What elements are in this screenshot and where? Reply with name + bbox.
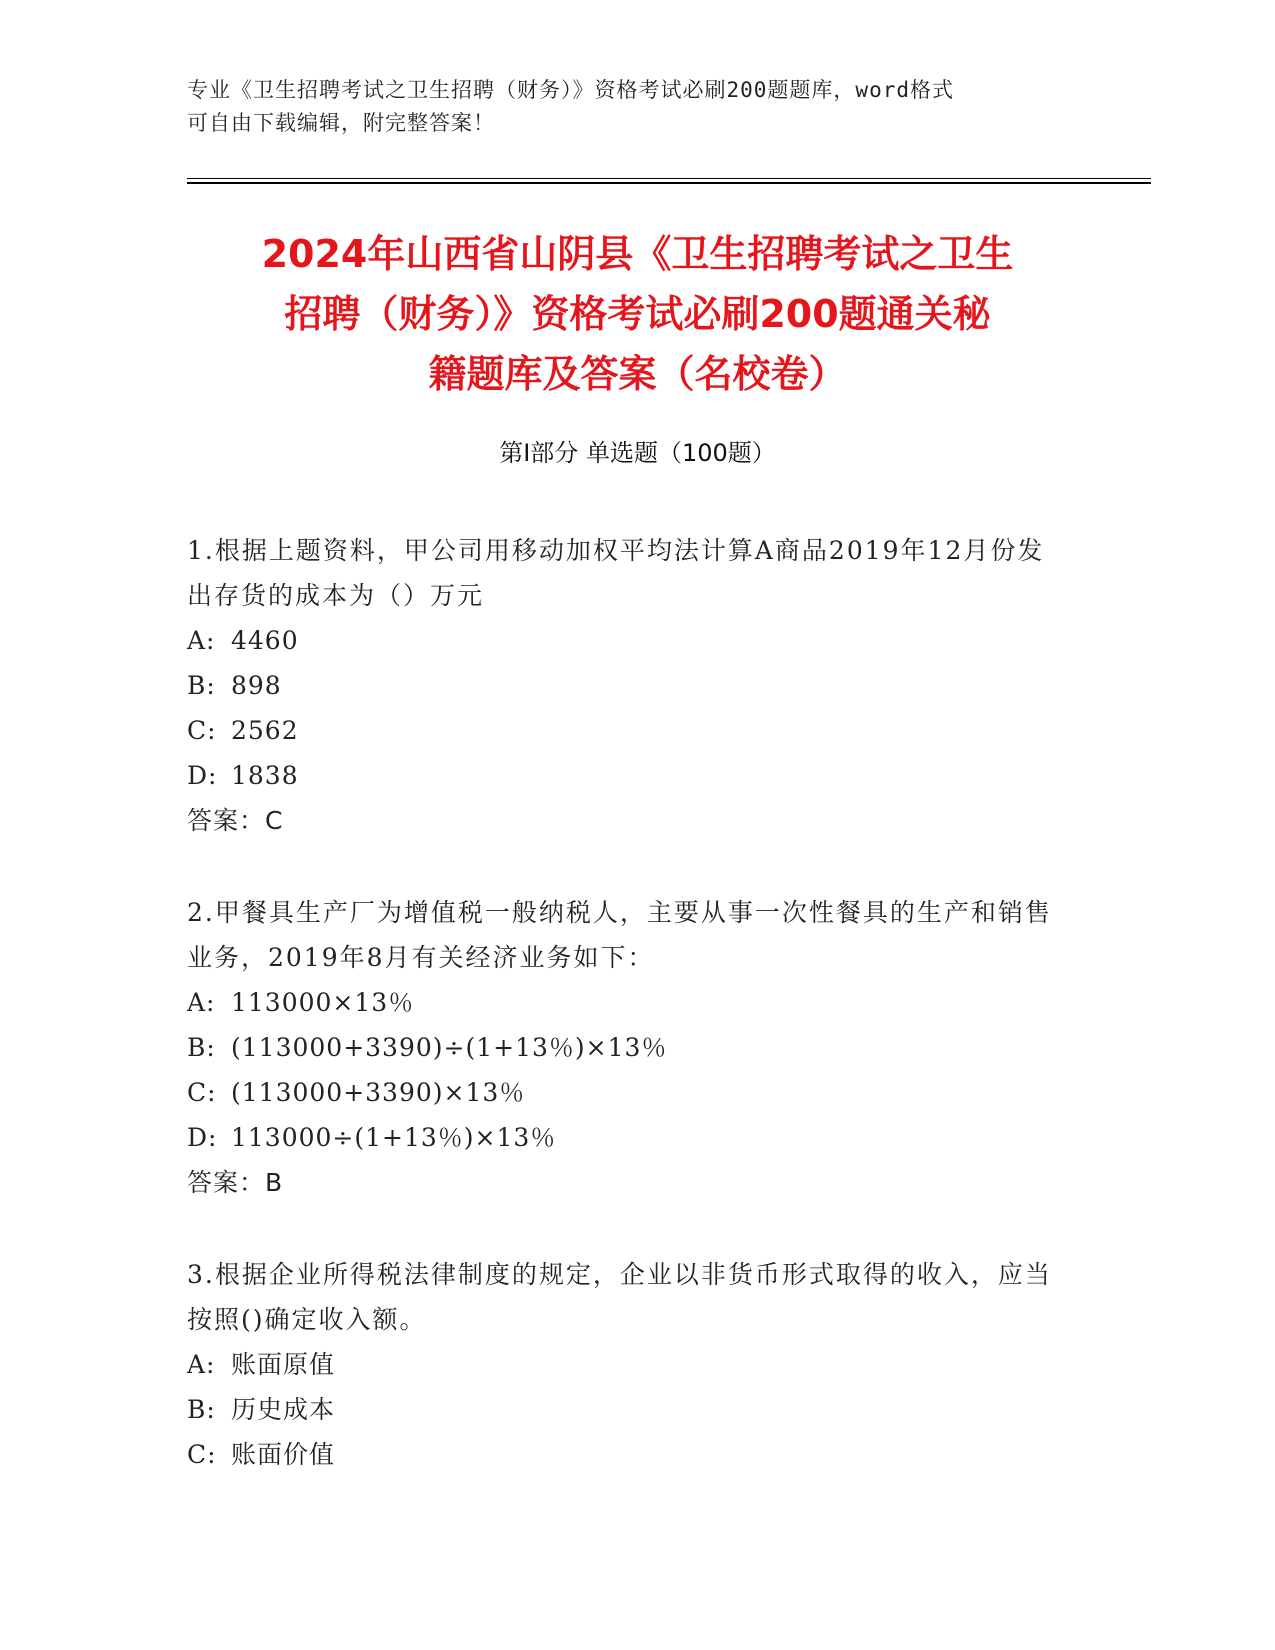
option-c bbox=[187, 1070, 1067, 1115]
option-text: (113000+3390)÷(1+13％)×13％ bbox=[231, 1033, 668, 1062]
option-a bbox=[187, 1342, 1067, 1387]
header-divider-thin bbox=[187, 178, 1151, 179]
option-key: B: bbox=[187, 1033, 216, 1062]
option-a bbox=[187, 618, 1067, 663]
option-key: B: bbox=[187, 671, 216, 700]
header-note bbox=[187, 74, 1087, 140]
option-text: 898 bbox=[231, 671, 282, 700]
header-note-line-2: 可自由下载编辑，附完整答案！ bbox=[187, 111, 495, 135]
option-key: B: bbox=[187, 1395, 216, 1424]
option-text: 账面价值 bbox=[231, 1440, 336, 1469]
question-1 bbox=[187, 528, 1067, 843]
option-key: A: bbox=[187, 1350, 216, 1379]
section-title: 第Ⅰ部分 单选题（100题） bbox=[499, 439, 776, 467]
document-title-line-2: 招聘（财务）》资格考试必刷200题通关秘 bbox=[284, 292, 991, 336]
question-3 bbox=[187, 1252, 1067, 1477]
option-b bbox=[187, 663, 1067, 708]
document-title-line-3: 籍题库及答案（名校卷） bbox=[428, 352, 847, 396]
option-text: 历史成本 bbox=[231, 1395, 336, 1424]
question-2 bbox=[187, 890, 1067, 1205]
option-text: 113000×13％ bbox=[231, 988, 415, 1017]
answer: 答案：B bbox=[187, 1168, 284, 1197]
option-c bbox=[187, 1432, 1067, 1477]
option-b bbox=[187, 1387, 1067, 1432]
option-text: 4460 bbox=[231, 626, 299, 655]
option-b bbox=[187, 1025, 1067, 1070]
option-text: 账面原值 bbox=[231, 1350, 336, 1379]
option-key: C: bbox=[187, 716, 217, 745]
document-title bbox=[160, 224, 1115, 404]
option-key: D: bbox=[187, 1123, 218, 1152]
question-stem: 2.甲餐具生产厂为增值税一般纳税人，主要从事一次性餐具的生产和销售业务，2019年8月有关经济业务如下： bbox=[187, 898, 1052, 972]
option-text: 2562 bbox=[231, 716, 299, 745]
question-stem: 3.根据企业所得税法律制度的规定，企业以非货币形式取得的收入，应当按照()确定收入额。 bbox=[187, 1260, 1052, 1334]
option-text: (113000+3390)×13％ bbox=[231, 1078, 526, 1107]
question-stem: 1.根据上题资料，甲公司用移动加权平均法计算A商品2019年12月份发出存货的成本为（）万元 bbox=[187, 536, 1045, 610]
option-key: C: bbox=[187, 1078, 217, 1107]
header-divider-thick bbox=[187, 182, 1151, 184]
document-title-line-1: 2024年山西省山阴县《卫生招聘考试之卫生 bbox=[261, 232, 1014, 276]
answer: 答案：C bbox=[187, 806, 284, 835]
header-note-line-1: 专业《卫生招聘考试之卫生招聘（财务）》资格考试必刷200题题库，word格式 bbox=[187, 78, 954, 102]
option-key: D: bbox=[187, 761, 218, 790]
option-d bbox=[187, 753, 1067, 798]
option-key: A: bbox=[187, 988, 216, 1017]
option-text: 113000÷(1+13％)×13％ bbox=[231, 1123, 557, 1152]
option-key: A: bbox=[187, 626, 216, 655]
option-key: C: bbox=[187, 1440, 217, 1469]
option-c bbox=[187, 708, 1067, 753]
option-a bbox=[187, 980, 1067, 1025]
option-d bbox=[187, 1115, 1067, 1160]
option-text: 1838 bbox=[231, 761, 299, 790]
